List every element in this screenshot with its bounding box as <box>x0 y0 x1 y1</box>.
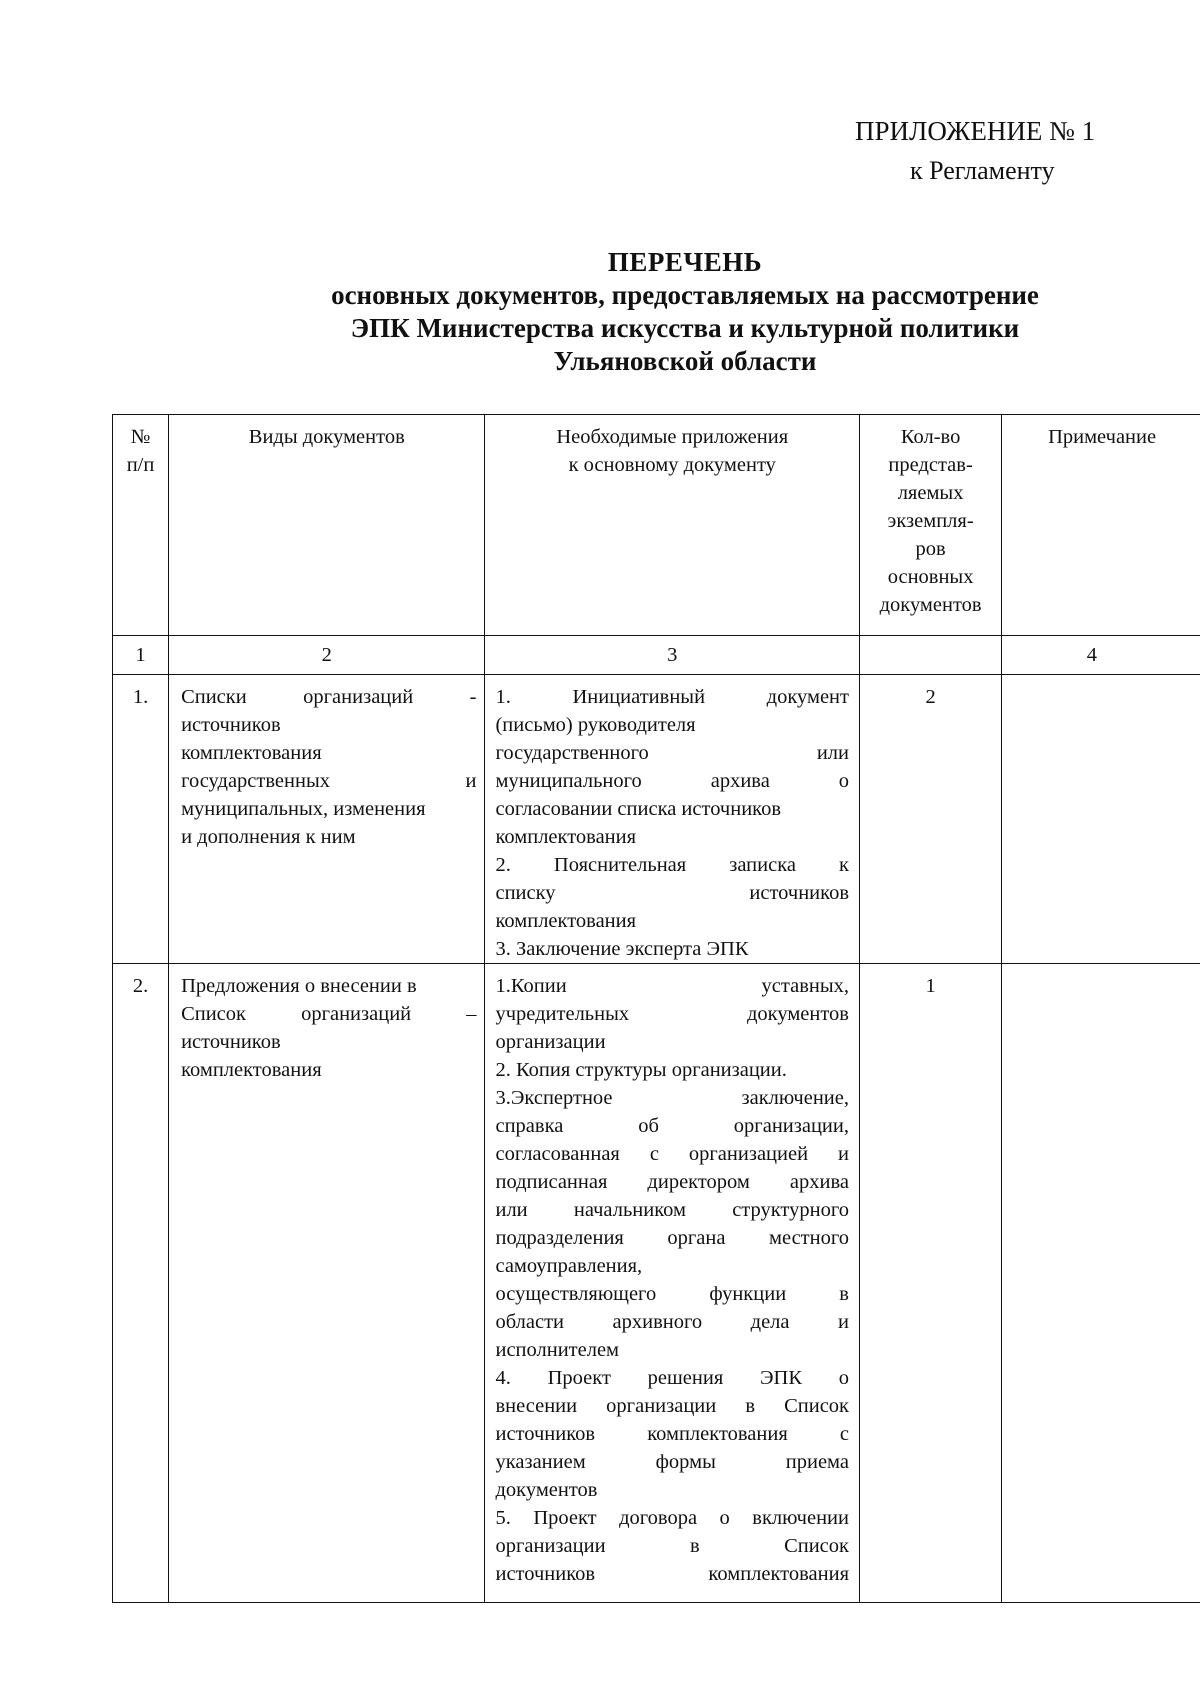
row-document-type: Списки организаций - источников комплектования государственных и муниципальных, изменения и дополнения к ним <box>169 675 485 964</box>
document-heading <box>230 246 1140 378</box>
header-note: Примечание <box>1002 415 1200 636</box>
appendix-number: ПРИЛОЖЕНИЕ № 1 <box>855 116 1096 146</box>
header-count: Кол-во представ- ляемых экземпля- ров основных документов <box>860 415 1002 636</box>
heading-title: ПЕРЕЧЕНЬ <box>607 247 763 277</box>
row-count: 2 <box>860 675 1002 964</box>
heading-line-3: ЭПК Министерства искусства и культурной политики <box>350 313 1020 343</box>
table-row <box>113 964 1200 1603</box>
column-number-4 <box>860 636 1002 675</box>
row-document-type: Предложения о внесении в Список организаций – источников комплектования <box>169 964 485 1603</box>
row-count: 1 <box>860 964 1002 1603</box>
column-number-3: 3 <box>485 636 860 675</box>
column-number-2: 2 <box>169 636 485 675</box>
table-header-row <box>113 415 1200 636</box>
header-document-types: Виды документов <box>169 415 485 636</box>
row-attachments: 1. Инициативный документ (письмо) руководителя государственного или муниципального архива о согласовании списка источников комплектования 2. Пояснительная записка к списку источников комплектования 3. Заключение эксперта ЭПК <box>485 675 860 964</box>
appendix-reference: к Регламенту <box>910 156 1055 185</box>
column-number-1: 1 <box>113 636 169 675</box>
row-number: 1. <box>113 675 169 964</box>
row-note <box>1002 964 1200 1603</box>
heading-line-4: Ульяновской области <box>553 346 817 376</box>
header-attachments: Необходимые приложения к основному документу <box>485 415 860 636</box>
documents-table <box>112 414 1200 1603</box>
column-number-row <box>113 636 1200 675</box>
row-number: 2. <box>113 964 169 1603</box>
row-note <box>1002 675 1200 964</box>
column-number-5: 4 <box>1002 636 1200 675</box>
header-number: № п/п <box>113 415 169 636</box>
table-row <box>113 675 1200 964</box>
row-attachments: 1.Копии уставных, учредительных документов организации 2. Копия структуры организации. 3.Экспертное заключение, справка об организации, согласованная с организацией и подписанная директором архива или начальником структурного подразделения органа местного самоуправления, осуществляющего функции в области архивного дела и исполнителем 4. Проект решения ЭПК о внесении организации в Список источников комплектования с указанием формы приема документов 5. Проект договора о включении организации в Список источников комплектования <box>485 964 860 1603</box>
heading-line-2: основных документов, предоставляемых на рассмотрение <box>331 280 1039 310</box>
